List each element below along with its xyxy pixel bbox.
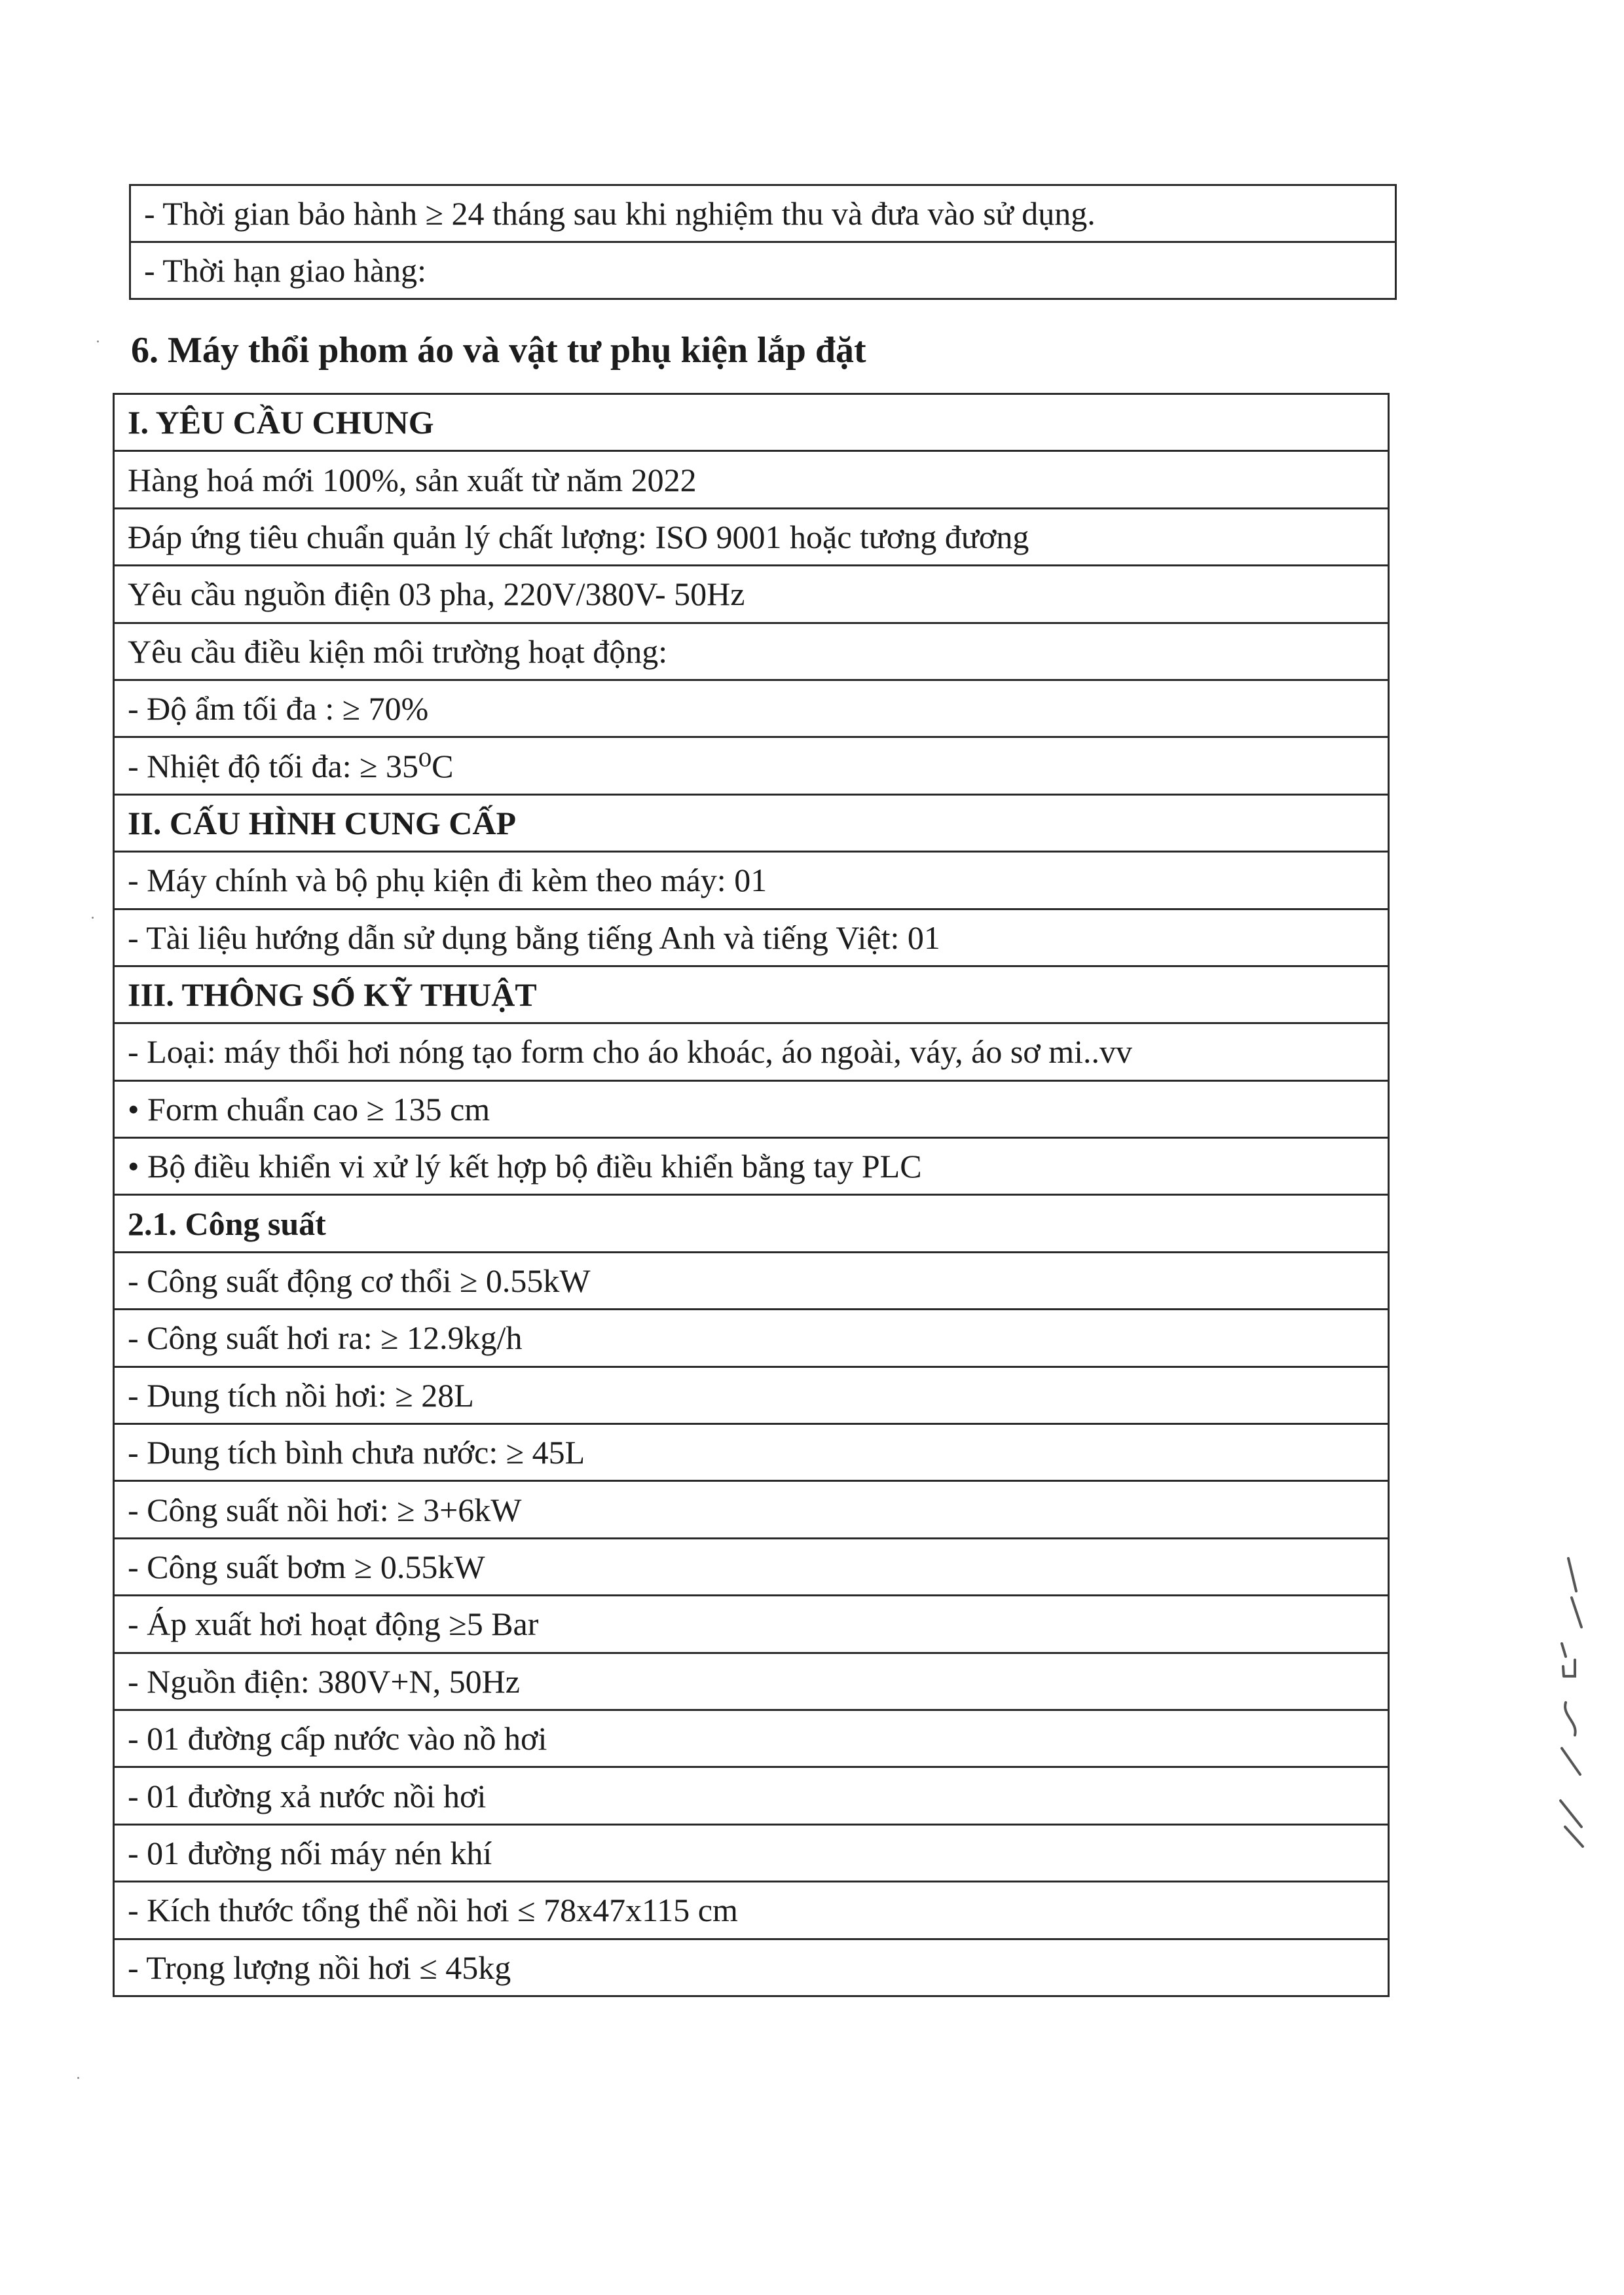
table-row [114, 1023, 1389, 1080]
scan-speck [97, 340, 99, 342]
section-header-cell: III. THÔNG SỐ KỸ THUẬT [114, 966, 1389, 1023]
spec-cell: Yêu cầu điều kiện môi trường hoạt động: [114, 623, 1389, 680]
scan-speck [77, 2077, 79, 2079]
table-row [114, 1596, 1389, 1653]
delivery-cell: - Thời hạn giao hàng: [130, 242, 1396, 299]
spec-cell: - Tài liệu hướng dẫn sử dụng bằng tiếng Anh và tiếng Việt: 01 [114, 909, 1389, 966]
table-row [114, 852, 1389, 909]
spec-cell: - Kích thước tổng thể nồi hơi ≤ 78x47x115 cm [114, 1882, 1389, 1939]
spec-cell: - 01 đường nối máy nén khí [114, 1824, 1389, 1881]
spec-cell: - Trọng lượng nồi hơi ≤ 45kg [114, 1939, 1389, 1996]
table-row [114, 1195, 1389, 1252]
table-row [114, 680, 1389, 737]
section-header-cell: II. CẤU HÌNH CUNG CẤP [114, 794, 1389, 851]
table-row [114, 1653, 1389, 1710]
table-row [130, 242, 1396, 299]
stamp-marks-graphic [1542, 1552, 1595, 1866]
table-row [114, 1252, 1389, 1309]
table-row [114, 1080, 1389, 1137]
table-row [114, 623, 1389, 680]
section-header-cell: 2.1. Công suất [114, 1195, 1389, 1252]
table-row [114, 966, 1389, 1023]
spec-cell: - Dung tích bình chưa nước: ≥ 45L [114, 1424, 1389, 1481]
table-row [114, 1767, 1389, 1824]
spec-cell: • Form chuẩn cao ≥ 135 cm [114, 1080, 1389, 1137]
table-row [114, 1882, 1389, 1939]
table-row [114, 1538, 1389, 1595]
spec-cell: - Công suất hơi ra: ≥ 12.9kg/h [114, 1310, 1389, 1367]
margin-stamp-marks [1542, 1552, 1595, 1869]
table-row [114, 1310, 1389, 1367]
table-row [114, 1824, 1389, 1881]
table-row [114, 1481, 1389, 1538]
spec-table [113, 393, 1390, 1997]
table-row [114, 394, 1389, 451]
spec-table-body [114, 394, 1389, 1996]
scan-speck [92, 917, 94, 919]
spec-cell: - 01 đường xả nước nồi hơi [114, 1767, 1389, 1824]
table-row [114, 566, 1389, 623]
spec-cell: - Độ ẩm tối đa : ≥ 70% [114, 680, 1389, 737]
warranty-cell: - Thời gian bảo hành ≥ 24 tháng sau khi nghiệm thu và đưa vào sử dụng. [130, 185, 1396, 242]
spec-cell: Hàng hoá mới 100%, sản xuất từ năm 2022 [114, 451, 1389, 508]
spec-cell: - Dung tích nồi hơi: ≥ 28L [114, 1367, 1389, 1423]
table-row [114, 794, 1389, 851]
table-row [114, 1710, 1389, 1767]
table-row [114, 737, 1389, 794]
table-row [114, 1939, 1389, 1996]
spec-cell: - Nhiệt độ tối đa: ≥ 35⁰C [114, 737, 1389, 794]
spec-cell: Đáp ứng tiêu chuẩn quản lý chất lượng: ISO 9001 hoặc tương đương [114, 508, 1389, 565]
spec-cell: - Công suất động cơ thổi ≥ 0.55kW [114, 1252, 1389, 1309]
spec-cell: - Công suất nồi hơi: ≥ 3+6kW [114, 1481, 1389, 1538]
table-row [130, 185, 1396, 242]
spec-cell: - Áp xuất hơi hoạt động ≥5 Bar [114, 1596, 1389, 1653]
table-row [114, 1367, 1389, 1423]
table-row [114, 1138, 1389, 1195]
spec-cell: Yêu cầu nguồn điện 03 pha, 220V/380V- 50Hz [114, 566, 1389, 623]
table-row [114, 508, 1389, 565]
spec-cell: - Công suất bơm ≥ 0.55kW [114, 1538, 1389, 1595]
spec-cell: - Nguồn điện: 380V+N, 50Hz [114, 1653, 1389, 1710]
spec-cell: - 01 đường cấp nước vào nồ hơi [114, 1710, 1389, 1767]
warranty-table [129, 184, 1397, 300]
spec-cell: - Loại: máy thổi hơi nóng tạo form cho áo khoác, áo ngoài, váy, áo sơ mi..vv [114, 1023, 1389, 1080]
section-title: 6. Máy thổi phom áo và vật tư phụ kiện lắp đặt [131, 330, 866, 371]
section-header-cell: I. YÊU CẦU CHUNG [114, 394, 1389, 451]
table-row [114, 1424, 1389, 1481]
spec-cell: • Bộ điều khiển vi xử lý kết hợp bộ điều khiển bằng tay PLC [114, 1138, 1389, 1195]
table-row [114, 909, 1389, 966]
table-row [114, 451, 1389, 508]
spec-cell: - Máy chính và bộ phụ kiện đi kèm theo máy: 01 [114, 852, 1389, 909]
